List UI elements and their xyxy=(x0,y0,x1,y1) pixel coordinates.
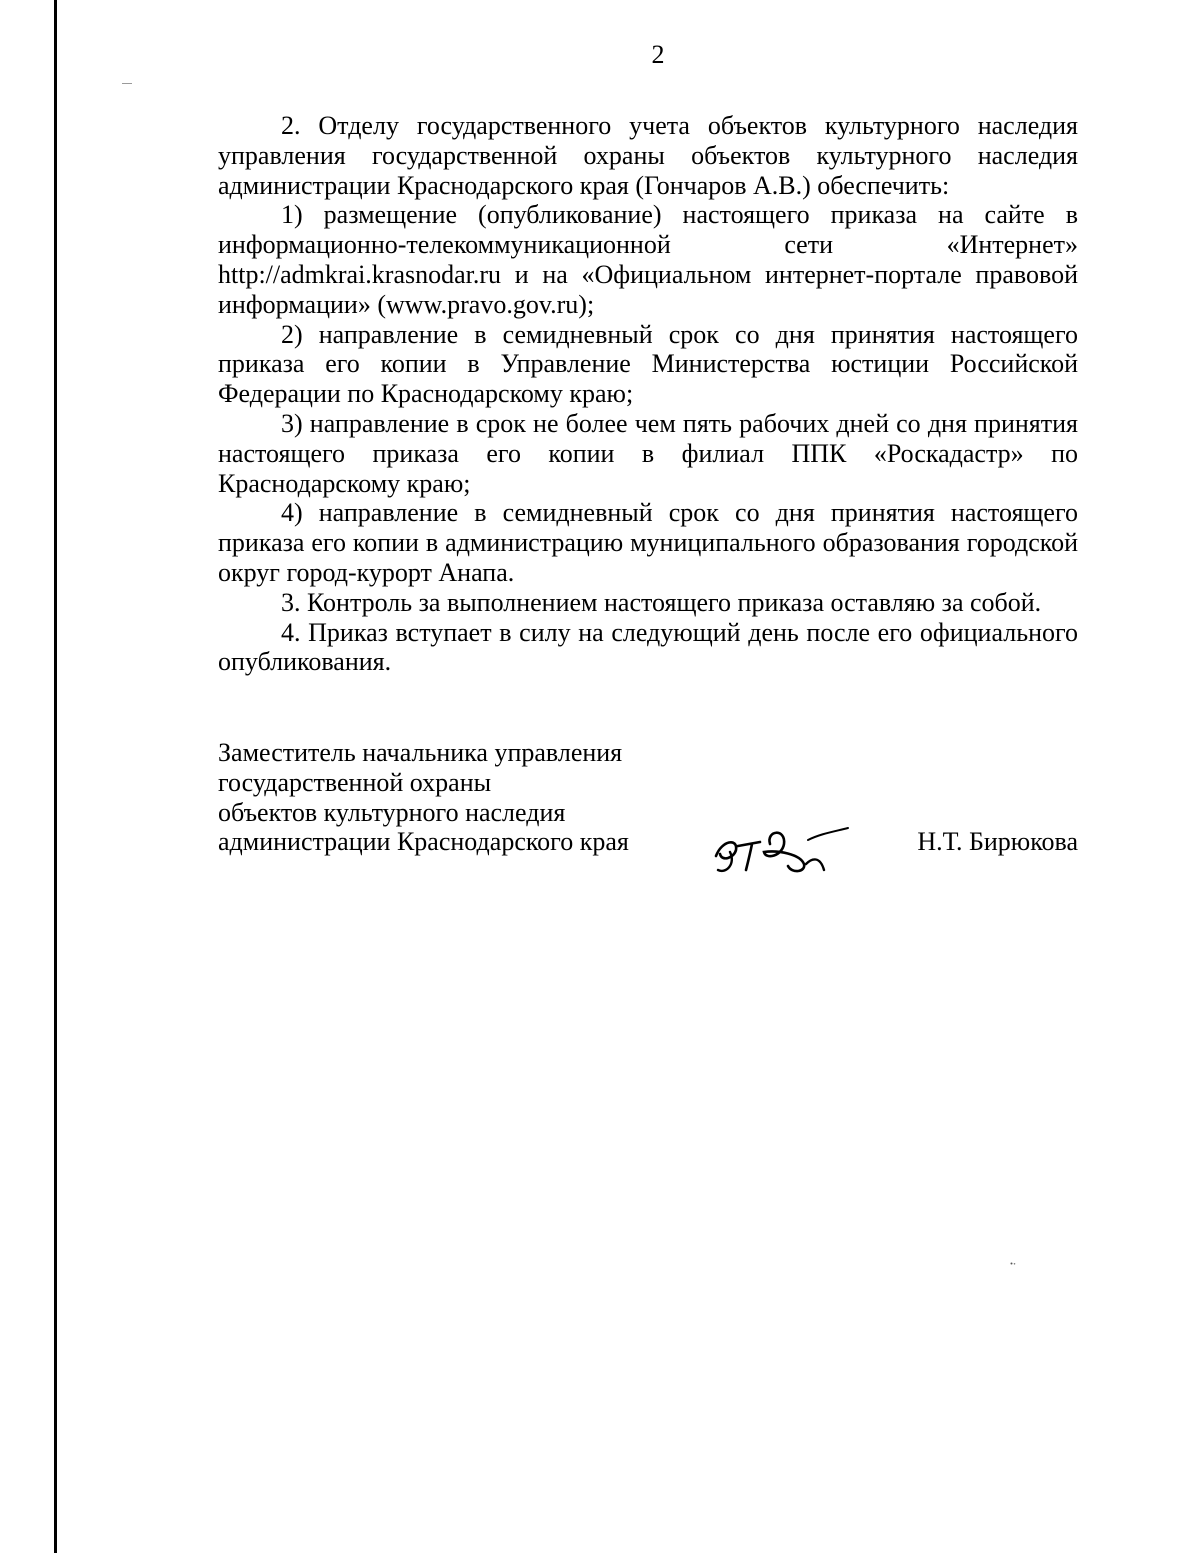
paragraph-item-4: 4. Приказ вступает в силу на следующий день после его официального опубликования. xyxy=(218,617,1078,677)
scan-margin-line xyxy=(54,0,57,1553)
signer-title-line: администрации Краснодарского края xyxy=(218,827,629,857)
signer-title-line: государственной охраны xyxy=(218,767,492,797)
signer-title-line: Заместитель начальника управления xyxy=(218,738,623,767)
signer-name: Н.Т. Бирюкова xyxy=(917,827,1078,857)
signer-title-line: объектов культурного наследия xyxy=(218,797,566,827)
paragraph-item-3: 3. Контроль за выполнением настоящего приказа оставляю за собой. xyxy=(281,587,1042,617)
document-body xyxy=(218,111,1078,677)
paragraph-subitem-2: 2) направление в семидневный срок со дня принятия настоящего приказа его копии в Управление Министерства юстиции Российской Федерации по Краснодарскому краю; xyxy=(218,319,1078,409)
paragraph-subitem-4: 4) направление в семидневный срок со дня принятия настоящего приказа его копии в администрацию муниципального образования городской округ город-курорт Анапа. xyxy=(218,498,1078,587)
signature-block xyxy=(218,738,1078,857)
handwritten-signature xyxy=(708,800,868,880)
paragraph-subitem-1: 1) размещение (опубликование) настоящего приказа на сайте в информационно-телекоммуникационной сети «Интернет» http://admkrai.krasnodar.ru и на «Официальном интернет-портале правовой информации» (www.pravo.gov.ru); xyxy=(218,200,1078,319)
scan-artifact xyxy=(122,83,132,84)
paragraph-subitem-3: 3) направление в срок не более чем пять рабочих дней со дня принятия настоящего приказа его копии в филиал ППК «Роскадастр» по Краснодарскому краю; xyxy=(218,408,1078,498)
page-number: 2 xyxy=(651,40,665,69)
paragraph-item-2: 2. Отделу государственного учета объектов культурного наследия управления государственной охраны объектов культурного наследия администрации Краснодарского края (Гончаров А.В.) обеспечить: xyxy=(218,111,1078,200)
scan-artifact xyxy=(1010,1262,1016,1265)
